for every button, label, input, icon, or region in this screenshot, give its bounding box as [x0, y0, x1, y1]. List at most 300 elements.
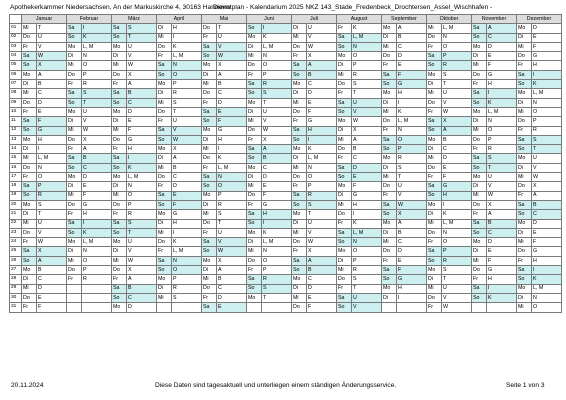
row-number: 01 [10, 24, 22, 33]
weekday-cell: Di [157, 284, 172, 293]
duty-code-cell: X [217, 61, 247, 70]
duty-code-cell: R [487, 145, 517, 154]
duty-code-cell: E [397, 256, 427, 265]
duty-code-cell: B [217, 275, 247, 284]
duty-code-cell: R [352, 70, 382, 79]
weekday-cell: So [202, 247, 217, 256]
row-number: 16 [10, 163, 22, 172]
duty-code-cell: I [217, 145, 247, 154]
weekday-cell: Mi [202, 145, 217, 154]
weekday-cell: Mi [67, 61, 82, 70]
duty-code-cell: G [487, 70, 517, 79]
weekday-cell: Sa [202, 173, 217, 182]
duty-code-cell: D [37, 284, 67, 293]
duty-code-cell: F [82, 191, 112, 200]
weekday-cell: Mi [472, 126, 487, 135]
duty-code-cell: X [37, 247, 67, 256]
weekday-cell: Di [427, 80, 442, 89]
weekday-cell: Fr [202, 33, 217, 42]
weekday-cell: Fr [247, 266, 262, 275]
weekday-cell: So [517, 210, 532, 219]
weekday-cell: Mi [22, 284, 37, 293]
duty-code-cell: O [172, 70, 202, 79]
duty-code-cell: A [172, 154, 202, 163]
duty-code-cell: S [217, 210, 247, 219]
row-number: 21 [10, 210, 22, 219]
duty-code-cell: H [37, 135, 67, 144]
duty-code-cell: S [397, 163, 427, 172]
weekday-cell: Mo [382, 89, 397, 98]
duty-code-cell: G [82, 200, 112, 209]
duty-code-cell: O [262, 61, 292, 70]
weekday-cell: Sa [517, 70, 532, 79]
weekday-cell: Do [427, 98, 442, 107]
weekday-cell: Do [517, 182, 532, 191]
duty-code-cell: C [172, 173, 202, 182]
weekday-cell: Sa [472, 284, 487, 293]
weekday-cell: Di [112, 117, 127, 126]
weekday-cell: Mi [517, 42, 532, 51]
row-number: 09 [10, 98, 22, 107]
weekday-cell: Fr [202, 228, 217, 237]
row-number: 25 [10, 247, 22, 256]
duty-code-cell: L, M [487, 107, 517, 116]
weekday-cell: Fr [112, 210, 127, 219]
weekday-cell: So [247, 284, 262, 293]
duty-code-cell: K [442, 210, 472, 219]
weekday-cell: Do [157, 173, 172, 182]
weekday-cell: Sa [382, 135, 397, 144]
duty-code-cell: L, M [307, 154, 337, 163]
duty-code-cell: U [307, 219, 337, 228]
duty-code-cell: U [262, 107, 292, 116]
weekday-cell: Do [112, 135, 127, 144]
duty-code-cell: F [487, 256, 517, 265]
calendar-row [10, 117, 562, 126]
row-number: 05 [10, 61, 22, 70]
weekday-cell: Sa [427, 52, 442, 61]
duty-code-cell: C [82, 163, 112, 172]
weekday-cell: Mo [112, 107, 127, 116]
weekday-cell: Fr [382, 256, 397, 265]
duty-code-cell: E [532, 228, 562, 237]
duty-code-cell: L, M [37, 154, 67, 163]
duty-code-cell: K [217, 154, 247, 163]
duty-code-cell: P [487, 135, 517, 144]
weekday-cell: Do [67, 200, 82, 209]
duty-code-cell: L, M [262, 42, 292, 51]
month-header-8: September [382, 15, 427, 24]
weekday-cell: Do [247, 191, 262, 200]
duty-code-cell: B [307, 266, 337, 275]
duty-code-cell: R [127, 210, 157, 219]
weekday-cell: Di [517, 98, 532, 107]
duty-code-cell: F [37, 117, 67, 126]
duty-code-cell: W [37, 52, 67, 61]
duty-code-cell: B [262, 154, 292, 163]
duty-code-cell: A [532, 191, 562, 200]
duty-code-cell: G [397, 275, 427, 284]
duty-code-cell: E [217, 303, 247, 312]
weekday-cell: Mi [202, 275, 217, 284]
calendar-row [10, 293, 562, 302]
weekday-cell: Di [292, 24, 307, 33]
weekday-cell: Fr [202, 293, 217, 302]
duty-code-cell: L, M [442, 219, 472, 228]
weekday-cell: Sa [112, 284, 127, 293]
weekday-cell: So [292, 266, 307, 275]
duty-code-cell: V [262, 117, 292, 126]
weekday-cell: Fr [337, 284, 352, 293]
weekday-cell: Sa [292, 61, 307, 70]
weekday-cell: Fr [247, 135, 262, 144]
weekday-cell: Di [292, 89, 307, 98]
weekday-cell: Mo [337, 247, 352, 256]
duty-code-cell: S [532, 135, 562, 144]
duty-code-cell: A [487, 210, 517, 219]
duty-code-cell: R [442, 256, 472, 265]
duty-code-cell: W [172, 135, 202, 144]
weekday-cell: Mo [157, 80, 172, 89]
duty-code-cell: F [307, 107, 337, 116]
weekday-cell: Mo [517, 154, 532, 163]
calendar-row [10, 145, 562, 154]
duty-code-cell: B [307, 70, 337, 79]
weekday-cell: Mi [517, 238, 532, 247]
weekday-cell: Do [247, 256, 262, 265]
weekday-cell: Fr [202, 98, 217, 107]
month-header-4: Mai [202, 15, 247, 24]
duty-code-cell: P [442, 52, 472, 61]
duty-code-cell: A [307, 61, 337, 70]
weekday-cell: Di [247, 238, 262, 247]
duty-code-cell: D [37, 98, 67, 107]
weekday-cell: Mi [112, 191, 127, 200]
row-number: 06 [10, 70, 22, 79]
calendar-row [10, 42, 562, 51]
weekday-cell: Do [22, 228, 37, 237]
weekday-cell: Mi [382, 238, 397, 247]
duty-code-cell: X [172, 145, 202, 154]
duty-code-cell: W [442, 107, 472, 116]
weekday-cell: Mo [472, 238, 487, 247]
weekday-cell: Sa [202, 238, 217, 247]
weekday-cell: Fr [472, 80, 487, 89]
weekday-cell: Mi [292, 33, 307, 42]
duty-code-cell: H [262, 210, 292, 219]
duty-code-cell: T [487, 163, 517, 172]
weekday-cell: Fr [202, 163, 217, 172]
duty-code-cell: S [307, 200, 337, 209]
duty-code-cell: V [307, 228, 337, 237]
weekday-cell: Di [472, 247, 487, 256]
weekday-cell: Fr [112, 80, 127, 89]
weekday-cell: Do [292, 42, 307, 51]
weekday-cell: Di [382, 33, 397, 42]
duty-code-cell: T [352, 89, 382, 98]
duty-code-cell: G [397, 80, 427, 89]
duty-code-cell: W [307, 42, 337, 51]
weekday-cell: Sa [292, 191, 307, 200]
weekday-cell: So [202, 117, 217, 126]
duty-code-cell: L, M [397, 117, 427, 126]
duty-code-cell: A [352, 135, 382, 144]
weekday-cell: Do [427, 293, 442, 302]
weekday-cell: Mi [157, 163, 172, 172]
weekday-cell: Mo [247, 33, 262, 42]
row-number: 29 [10, 284, 22, 293]
weekday-cell: Mi [247, 247, 262, 256]
weekday-cell: Di [112, 52, 127, 61]
weekday-cell: Di [247, 107, 262, 116]
duty-code-cell: H [352, 200, 382, 209]
weekday-cell: Sa [157, 256, 172, 265]
row-number: 23 [10, 228, 22, 237]
duty-code-cell: T [397, 173, 427, 182]
header-document-title: Dienstplan - Kalendarium 2025 NKZ 143_Stade_Fredenbeck_Drochtersen_Assel_Wischhafen - [213, 4, 493, 11]
duty-code-cell: O [442, 42, 472, 51]
duty-code-cell: W [262, 126, 292, 135]
weekday-cell: Di [202, 266, 217, 275]
duty-code-cell: W [217, 247, 247, 256]
weekday-cell: Di [382, 293, 397, 302]
duty-code-cell: T [352, 284, 382, 293]
weekday-cell: So [337, 238, 352, 247]
weekday-cell: Sa [22, 247, 37, 256]
duty-code-cell: C [262, 163, 292, 172]
duty-code-cell: R [82, 80, 112, 89]
duty-code-cell: I [262, 24, 292, 33]
weekday-cell: Sa [202, 107, 217, 116]
duty-code-cell: O [352, 247, 382, 256]
duty-code-cell: X [37, 61, 67, 70]
duty-code-cell: P [397, 145, 427, 154]
weekday-cell: Sa [202, 303, 217, 312]
weekday-cell: Mi [112, 256, 127, 265]
duty-code-cell: T [82, 98, 112, 107]
duty-code-cell: G [217, 126, 247, 135]
duty-code-cell: U [127, 42, 157, 51]
duty-code-cell: L, M [82, 42, 112, 51]
weekday-cell: Sa [517, 266, 532, 275]
weekday-cell: Sa [247, 145, 262, 154]
weekday-cell: Mo [472, 107, 487, 116]
duty-code-cell [82, 284, 112, 293]
weekday-cell: Di [427, 275, 442, 284]
weekday-cell: Di [382, 163, 397, 172]
weekday-cell: Mi [22, 219, 37, 228]
duty-code-cell: C [37, 89, 67, 98]
weekday-cell: So [292, 135, 307, 144]
weekday-cell: Do [67, 135, 82, 144]
weekday-cell: Fr [382, 61, 397, 70]
weekday-cell: Di [157, 154, 172, 163]
duty-code-cell: P [352, 256, 382, 265]
weekday-cell: Mi [337, 70, 352, 79]
weekday-cell: Sa [337, 293, 352, 302]
duty-code-cell: H [127, 145, 157, 154]
duty-code-cell: K [352, 24, 382, 33]
weekday-cell: Mi [157, 33, 172, 42]
duty-code-cell: C [37, 275, 67, 284]
row-number: 20 [10, 200, 22, 209]
duty-code-cell: T [262, 293, 292, 302]
calendar-row [10, 107, 562, 116]
weekday-cell: So [112, 293, 127, 302]
weekday-cell: So [382, 145, 397, 154]
duty-code-cell: N [307, 163, 337, 172]
weekday-cell: So [472, 228, 487, 237]
weekday-cell: Sa [337, 33, 352, 42]
weekday-cell: Di [427, 210, 442, 219]
duty-code-cell: A [487, 24, 517, 33]
weekday-cell: Do [157, 238, 172, 247]
row-number: 04 [10, 52, 22, 61]
calendar-row [10, 52, 562, 61]
month-header-6: Juli [292, 15, 337, 24]
weekday-cell: So [337, 173, 352, 182]
duty-code-cell: C [307, 275, 337, 284]
duty-code-cell: I [37, 145, 67, 154]
weekday-cell: Fr [157, 247, 172, 256]
weekday-cell: Do [202, 89, 217, 98]
weekday-cell: So [157, 70, 172, 79]
weekday-cell: Sa [472, 219, 487, 228]
weekday-cell: Sa [22, 182, 37, 191]
duty-code-cell: O [307, 173, 337, 182]
weekday-cell: Mi [517, 107, 532, 116]
duty-code-cell: I [262, 219, 292, 228]
duty-code-cell: K [82, 33, 112, 42]
weekday-cell: So [292, 70, 307, 79]
duty-code-cell: L, M [172, 52, 202, 61]
duty-code-cell: B [127, 284, 157, 293]
duty-code-cell: O [82, 256, 112, 265]
duty-code-cell: I [352, 210, 382, 219]
duty-code-cell: H [532, 61, 562, 70]
weekday-cell: Mo [337, 182, 352, 191]
duty-code-cell: T [37, 24, 67, 33]
weekday-cell: Di [22, 210, 37, 219]
duty-code-cell: W [127, 61, 157, 70]
duty-code-cell: B [172, 163, 202, 172]
weekday-cell: Do [382, 117, 397, 126]
weekday-cell: Fr [67, 210, 82, 219]
weekday-cell: Mi [67, 191, 82, 200]
calendar-row [10, 219, 562, 228]
weekday-cell: Fr [247, 200, 262, 209]
weekday-cell: Sa [67, 219, 82, 228]
weekday-cell: So [427, 126, 442, 135]
weekday-cell: Do [427, 163, 442, 172]
calendar-row [10, 275, 562, 284]
row-number: 12 [10, 126, 22, 135]
duty-code-cell: L, M [352, 33, 382, 42]
weekday-cell: Mi [67, 256, 82, 265]
duty-code-cell: C [532, 210, 562, 219]
weekday-cell: Fr [22, 173, 37, 182]
duty-code-cell: P [37, 182, 67, 191]
duty-code-cell: R [82, 275, 112, 284]
weekday-cell: Di [427, 145, 442, 154]
duty-code-cell: T [532, 145, 562, 154]
duty-code-cell: P [127, 200, 157, 209]
duty-code-cell: F [532, 42, 562, 51]
duty-code-cell: H [487, 80, 517, 89]
weekday-cell: Fr [22, 303, 37, 312]
calendar-row [10, 247, 562, 256]
duty-code-cell: D [127, 107, 157, 116]
duty-code-cell: N [127, 182, 157, 191]
weekday-cell: Mo [112, 42, 127, 51]
weekday-cell: Fr [292, 247, 307, 256]
duty-code-cell: L, M [352, 228, 382, 237]
duty-code-cell: P [262, 266, 292, 275]
weekday-cell: Mi [382, 107, 397, 116]
duty-code-cell: N [262, 247, 292, 256]
duty-code-cell: D [307, 89, 337, 98]
duty-code-cell: F [532, 238, 562, 247]
duty-code-cell: G [532, 52, 562, 61]
duty-code-cell: P [352, 61, 382, 70]
weekday-cell: Mo [202, 256, 217, 265]
weekday-cell: Do [427, 33, 442, 42]
weekday-cell: Fr [517, 256, 532, 265]
duty-code-cell: T [127, 228, 157, 237]
weekday-cell: Fr [292, 52, 307, 61]
duty-code-cell: N [532, 98, 562, 107]
weekday-cell: So [427, 191, 442, 200]
calendar-row [10, 80, 562, 89]
weekday-cell: So [382, 210, 397, 219]
duty-code-cell: V [172, 126, 202, 135]
duty-code-cell: C [307, 80, 337, 89]
duty-code-cell: S [82, 89, 112, 98]
row-number: 22 [10, 219, 22, 228]
duty-code-cell: U [82, 107, 112, 116]
duty-code-cell: S [352, 80, 382, 89]
duty-code-cell: C [397, 42, 427, 51]
duty-code-cell: W [217, 52, 247, 61]
duty-code-cell: D [397, 247, 427, 256]
duty-code-cell: E [262, 182, 292, 191]
duty-code-cell: X [127, 70, 157, 79]
weekday-cell: Do [337, 275, 352, 284]
weekday-cell: Fr [337, 24, 352, 33]
duty-code-cell: H [442, 191, 472, 200]
row-number: 02 [10, 33, 22, 42]
duty-code-cell [487, 303, 517, 312]
weekday-cell: Mo [292, 210, 307, 219]
weekday-cell: Di [67, 117, 82, 126]
weekday-cell: So [112, 228, 127, 237]
weekday-cell: Sa [22, 52, 37, 61]
weekday-cell: Mi [517, 173, 532, 182]
weekday-cell: Do [112, 266, 127, 275]
duty-code-cell: R [262, 80, 292, 89]
duty-code-cell: C [397, 238, 427, 247]
month-header-1: Februar [67, 15, 112, 24]
weekday-cell: Mi [247, 117, 262, 126]
duty-code-cell: C [352, 154, 382, 163]
weekday-cell: Di [112, 182, 127, 191]
weekday-cell: Di [382, 98, 397, 107]
duty-code-cell: K [307, 145, 337, 154]
weekday-cell: Fr [472, 210, 487, 219]
duty-code-cell: I [307, 135, 337, 144]
duty-code-cell: D [442, 154, 472, 163]
duty-code-cell: K [487, 98, 517, 107]
